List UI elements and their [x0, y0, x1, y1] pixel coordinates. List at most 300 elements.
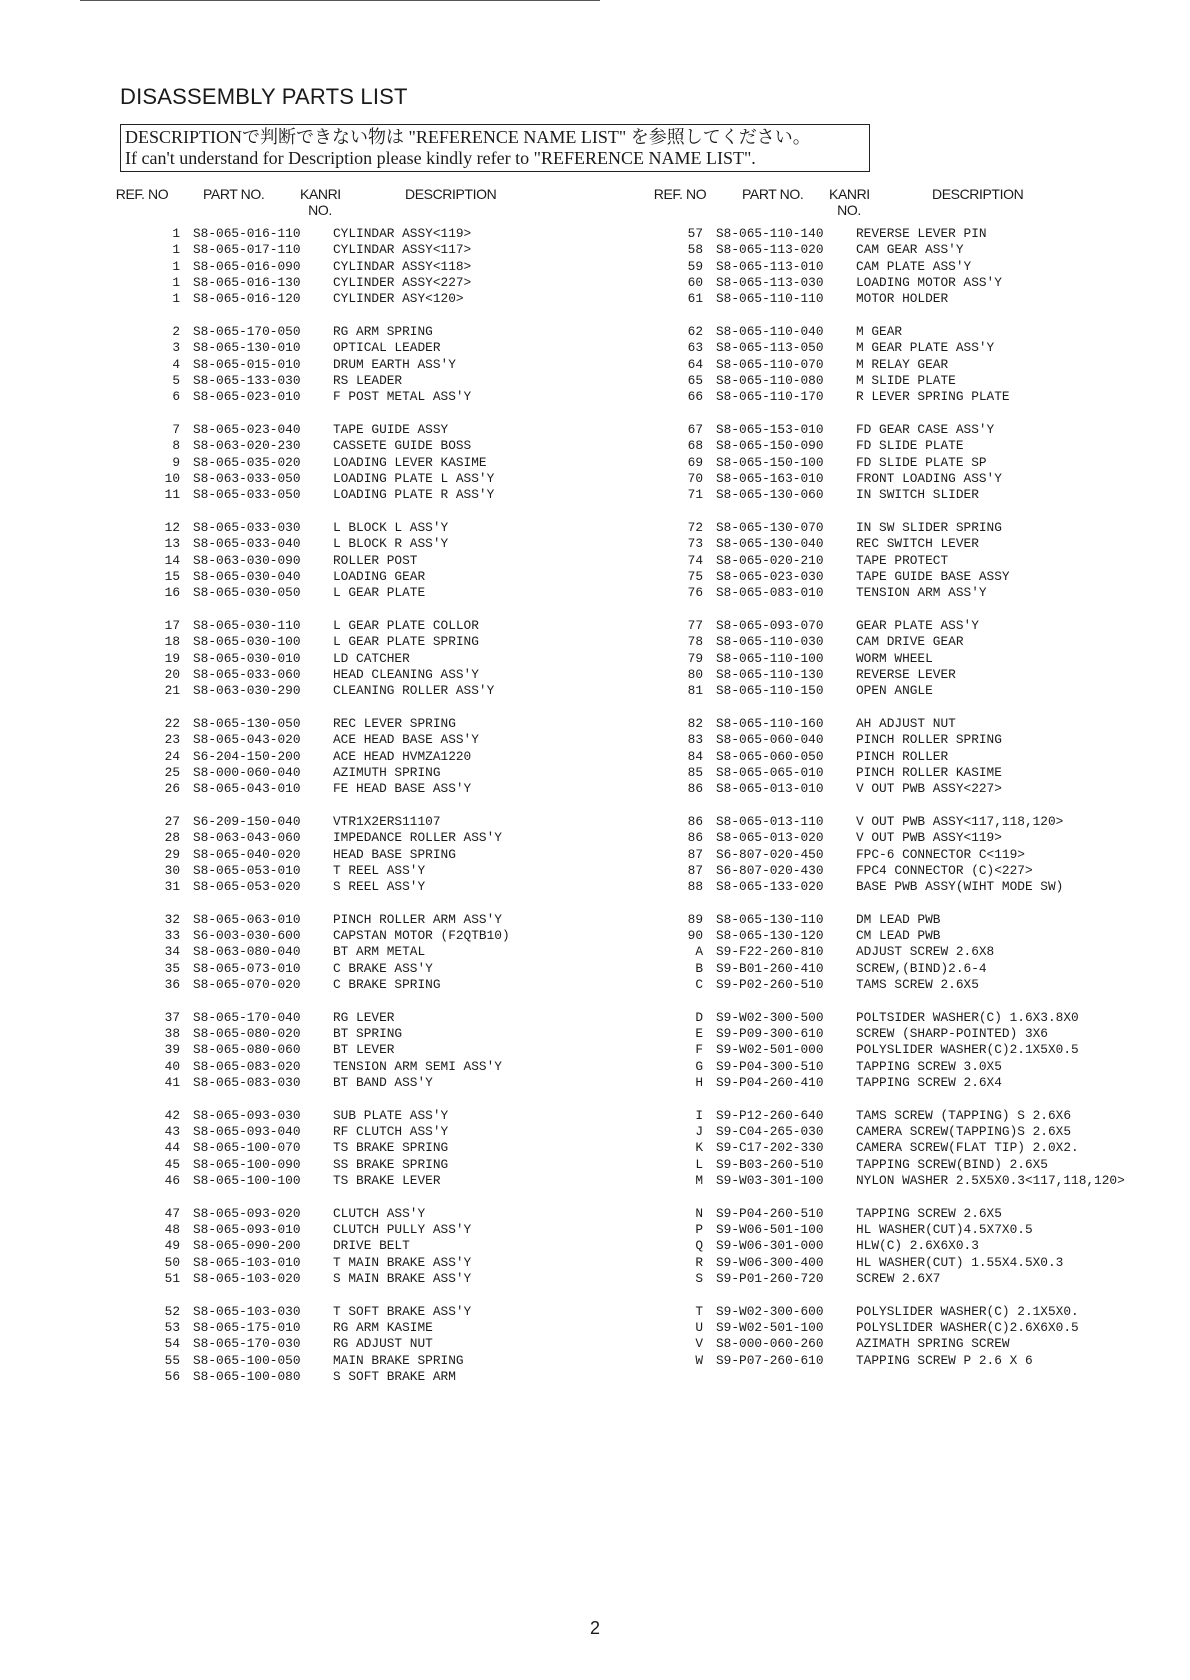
description: T SOFT BRAKE ASS'Y [333, 1303, 472, 1319]
description: M GEAR [856, 323, 903, 339]
description: IN SWITCH SLIDER [856, 487, 979, 503]
description: R LEVER SPRING PLATE [856, 389, 1010, 405]
description: TENSION ARM ASS'Y [856, 585, 987, 601]
ref-no: 9 [172, 454, 180, 470]
parts-row [641, 961, 1161, 977]
parts-row [641, 716, 1161, 732]
ref-no: K [695, 1140, 703, 1156]
parts-row [641, 1157, 1161, 1173]
parts-group [116, 1304, 556, 1385]
part-no: S8-065-113-010 [716, 258, 824, 274]
parts-row [116, 1059, 556, 1075]
ref-no: 2 [172, 323, 180, 339]
ref-no: 23 [164, 732, 180, 748]
parts-row [116, 455, 556, 471]
parts-group [116, 1010, 556, 1091]
ref-no: 6 [172, 389, 180, 405]
header-ref-no-left: REF. NO [115, 186, 169, 202]
part-no: S8-065-013-010 [716, 781, 824, 797]
parts-row [641, 1010, 1161, 1026]
top-rule [80, 0, 600, 1]
description: TAMS SCREW (TAPPING) S 2.6X6 [856, 1107, 1072, 1123]
parts-row [641, 634, 1161, 650]
part-no: S8-065-030-110 [193, 617, 301, 633]
parts-group [641, 520, 1161, 601]
ref-no: 40 [164, 1058, 180, 1074]
description: POLYSLIDER WASHER(C)2.1X5X0.5 [856, 1042, 1079, 1058]
parts-row [116, 324, 556, 340]
ref-no: 4 [172, 356, 180, 372]
description: MAIN BRAKE SPRING [333, 1352, 464, 1368]
parts-group [116, 422, 556, 503]
parts-row [641, 651, 1161, 667]
parts-group [116, 814, 556, 895]
parts-row [641, 618, 1161, 634]
parts-row [641, 569, 1161, 585]
description: ACE HEAD HVMZA1220 [333, 748, 472, 764]
parts-row [116, 422, 556, 438]
parts-group [116, 226, 556, 307]
description: LOADING PLATE R ASS'Y [333, 487, 495, 503]
ref-no: 60 [687, 274, 703, 290]
parts-group [116, 1108, 556, 1189]
description: V OUT PWB ASSY<119> [856, 830, 1002, 846]
header-description-left: DESCRIPTION [405, 186, 497, 202]
part-no: S8-065-133-030 [193, 372, 301, 388]
ref-no: 10 [164, 470, 180, 486]
part-no: S8-065-110-070 [716, 356, 824, 372]
part-no: S6-807-020-430 [716, 862, 824, 878]
ref-no: V [695, 1336, 703, 1352]
parts-row [116, 977, 556, 993]
part-no: S8-065-043-010 [193, 781, 301, 797]
description: TENSION ARM SEMI ASS'Y [333, 1058, 502, 1074]
ref-no: 69 [687, 454, 703, 470]
part-no: S8-065-113-030 [716, 274, 824, 290]
part-no: S8-000-060-260 [716, 1336, 824, 1352]
ref-no: 53 [164, 1320, 180, 1336]
parts-group [641, 814, 1161, 895]
parts-row [116, 1075, 556, 1091]
description: TAPE GUIDE ASSY [333, 421, 449, 437]
part-no: S8-065-033-060 [193, 666, 301, 682]
description: TAPE GUIDE BASE ASSY [856, 568, 1010, 584]
description: RS LEADER [333, 372, 403, 388]
part-no: S6-807-020-450 [716, 846, 824, 862]
part-no: S9-P02-260-510 [716, 977, 824, 993]
part-no: S9-W06-501-100 [716, 1222, 824, 1238]
ref-no: 56 [164, 1369, 180, 1385]
parts-row [641, 683, 1161, 699]
parts-row [641, 1075, 1161, 1091]
part-no: S8-065-017-110 [193, 242, 301, 258]
part-no: S9-W02-300-500 [716, 1009, 824, 1025]
description: HEAD BASE SPRING [333, 846, 456, 862]
description: CLEANING ROLLER ASS'Y [333, 683, 495, 699]
part-no: S9-P09-300-610 [716, 1026, 824, 1042]
description: FD SLIDE PLATE SP [856, 454, 987, 470]
parts-row [116, 259, 556, 275]
description: POLTSIDER WASHER(C) 1.6X3.8X0 [856, 1009, 1079, 1025]
part-no: S8-065-080-060 [193, 1042, 301, 1058]
part-no: S9-P01-260-720 [716, 1271, 824, 1287]
description: FE HEAD BASE ASS'Y [333, 781, 472, 797]
part-no: S8-065-163-010 [716, 470, 824, 486]
description: VTR1X2ERS11107 [333, 813, 441, 829]
part-no: S8-065-023-040 [193, 421, 301, 437]
ref-no: J [695, 1124, 703, 1140]
parts-group [641, 1206, 1161, 1287]
part-no: S8-065-065-010 [716, 764, 824, 780]
ref-no: S [695, 1271, 703, 1287]
parts-row [641, 259, 1161, 275]
description: AZIMATH SPRING SCREW [856, 1336, 1010, 1352]
ref-no: 61 [687, 291, 703, 307]
parts-row [116, 879, 556, 895]
ref-no: 75 [687, 568, 703, 584]
parts-row [116, 1140, 556, 1156]
reference-note-box [120, 124, 870, 172]
ref-no: 8 [172, 438, 180, 454]
ref-no: R [695, 1254, 703, 1270]
part-no: S8-065-093-070 [716, 617, 824, 633]
description: ROLLER POST [333, 552, 418, 568]
description: L BLOCK L ASS'Y [333, 519, 449, 535]
parts-row [116, 1369, 556, 1385]
parts-row [116, 536, 556, 552]
part-no: S8-065-043-020 [193, 732, 301, 748]
ref-no: 41 [164, 1075, 180, 1091]
description: HEAD CLEANING ASS'Y [333, 666, 479, 682]
ref-no: 83 [687, 732, 703, 748]
note-line-english: If can't understand for Description please kindly refer to "REFERENCE NAME LIST". [125, 148, 756, 168]
ref-no: 25 [164, 764, 180, 780]
ref-no: 74 [687, 552, 703, 568]
part-no: S8-065-080-020 [193, 1026, 301, 1042]
part-no: S8-065-110-160 [716, 715, 824, 731]
parts-group [641, 716, 1161, 797]
header-kanri-no-left: KANRI NO. [300, 186, 341, 218]
description: ACE HEAD BASE ASS'Y [333, 732, 479, 748]
parts-row [116, 242, 556, 258]
ref-no: 87 [687, 862, 703, 878]
ref-no: 22 [164, 715, 180, 731]
part-no: S8-065-035-020 [193, 454, 301, 470]
ref-no: 27 [164, 813, 180, 829]
part-no: S8-065-100-080 [193, 1369, 301, 1385]
description: T REEL ASS'Y [333, 862, 426, 878]
part-no: S8-000-060-040 [193, 764, 301, 780]
ref-no: T [695, 1303, 703, 1319]
description: M SLIDE PLATE [856, 372, 956, 388]
ref-no: I [695, 1107, 703, 1123]
part-no: S6-209-150-040 [193, 813, 301, 829]
part-no: S8-065-110-100 [716, 650, 824, 666]
parts-row [641, 749, 1161, 765]
description: TAPPING SCREW(BIND) 2.6X5 [856, 1156, 1048, 1172]
ref-no: 19 [164, 650, 180, 666]
parts-row [116, 912, 556, 928]
parts-group [641, 1010, 1161, 1091]
ref-no: 87 [687, 846, 703, 862]
parts-row [116, 847, 556, 863]
part-no: S8-065-016-110 [193, 226, 301, 241]
description: C BRAKE SPRING [333, 977, 441, 993]
description: PINCH ROLLER ARM ASS'Y [333, 911, 502, 927]
ref-no: 37 [164, 1009, 180, 1025]
ref-no: 12 [164, 519, 180, 535]
description: CYLINDAR ASSY<117> [333, 242, 472, 258]
ref-no: 1 [172, 258, 180, 274]
ref-no: 80 [687, 666, 703, 682]
parts-row [641, 324, 1161, 340]
ref-no: 55 [164, 1352, 180, 1368]
description: SS BRAKE SPRING [333, 1156, 449, 1172]
ref-no: 77 [687, 617, 703, 633]
description: WORM WHEEL [856, 650, 933, 666]
ref-no: 43 [164, 1124, 180, 1140]
ref-no: 35 [164, 960, 180, 976]
description: S REEL ASS'Y [333, 879, 426, 895]
parts-row [641, 585, 1161, 601]
description: CLUTCH ASS'Y [333, 1205, 426, 1221]
ref-no: 86 [687, 813, 703, 829]
parts-row [641, 912, 1161, 928]
header-ref-no-right: REF. NO [653, 186, 707, 202]
description: LOADING LEVER KASIME [333, 454, 487, 470]
ref-no: 76 [687, 585, 703, 601]
description: CYLINDER ASY<120> [333, 291, 464, 307]
parts-row [116, 1222, 556, 1238]
ref-no: 90 [687, 928, 703, 944]
ref-no: 45 [164, 1156, 180, 1172]
ref-no: 32 [164, 911, 180, 927]
parts-row [641, 536, 1161, 552]
parts-group [641, 618, 1161, 699]
part-no: S8-065-016-090 [193, 258, 301, 274]
part-no: S8-065-150-100 [716, 454, 824, 470]
part-no: S8-065-023-010 [193, 389, 301, 405]
part-no: S8-065-040-020 [193, 846, 301, 862]
part-no: S8-065-170-050 [193, 323, 301, 339]
parts-row [641, 1336, 1161, 1352]
ref-no: 18 [164, 634, 180, 650]
description: GEAR PLATE ASS'Y [856, 617, 979, 633]
parts-column-left [116, 226, 556, 1402]
parts-row [641, 1042, 1161, 1058]
description: TAPPING SCREW P 2.6 X 6 [856, 1352, 1033, 1368]
ref-no: F [695, 1042, 703, 1058]
parts-row [116, 471, 556, 487]
parts-row [116, 1255, 556, 1271]
description: FD SLIDE PLATE [856, 438, 964, 454]
description: TS BRAKE SPRING [333, 1140, 449, 1156]
part-no: S8-063-020-230 [193, 438, 301, 454]
description: TAPPING SCREW 2.6X5 [856, 1205, 1002, 1221]
part-no: S8-065-030-040 [193, 568, 301, 584]
parts-group [641, 324, 1161, 405]
part-no: S8-063-030-290 [193, 683, 301, 699]
description: SUB PLATE ASS'Y [333, 1107, 449, 1123]
parts-row [116, 1320, 556, 1336]
ref-no: 47 [164, 1205, 180, 1221]
ref-no: 20 [164, 666, 180, 682]
description: REVERSE LEVER PIN [856, 226, 987, 241]
parts-row [641, 487, 1161, 503]
parts-row [116, 291, 556, 307]
ref-no: A [695, 944, 703, 960]
ref-no: 59 [687, 258, 703, 274]
part-no: S8-065-100-090 [193, 1156, 301, 1172]
part-no: S8-065-030-050 [193, 585, 301, 601]
parts-row [641, 275, 1161, 291]
parts-row [641, 879, 1161, 895]
parts-row [116, 1042, 556, 1058]
part-no: S8-065-130-120 [716, 928, 824, 944]
parts-row [116, 275, 556, 291]
ref-no: 67 [687, 421, 703, 437]
parts-row [116, 1026, 556, 1042]
description: HL WASHER(CUT) 1.55X4.5X0.3 [856, 1254, 1064, 1270]
ref-no: 28 [164, 830, 180, 846]
ref-no: 66 [687, 389, 703, 405]
ref-no: 14 [164, 552, 180, 568]
parts-row [641, 765, 1161, 781]
parts-row [641, 1026, 1161, 1042]
parts-group [116, 324, 556, 405]
header-part-no-left: PART NO. [203, 186, 265, 202]
ref-no: 62 [687, 323, 703, 339]
description: V OUT PWB ASSY<117,118,120> [856, 813, 1064, 829]
ref-no: 89 [687, 911, 703, 927]
parts-row [116, 1108, 556, 1124]
description: AZIMUTH SPRING [333, 764, 441, 780]
description: BT LEVER [333, 1042, 395, 1058]
parts-row [116, 618, 556, 634]
description: ADJUST SCREW 2.6X8 [856, 944, 995, 960]
parts-row [116, 651, 556, 667]
ref-no: 50 [164, 1254, 180, 1270]
description: CAM DRIVE GEAR [856, 634, 964, 650]
ref-no: 39 [164, 1042, 180, 1058]
part-no: S9-P12-260-640 [716, 1107, 824, 1123]
ref-no: 63 [687, 340, 703, 356]
description: S SOFT BRAKE ARM [333, 1369, 456, 1385]
ref-no: 48 [164, 1222, 180, 1238]
description: HL WASHER(CUT)4.5X7X0.5 [856, 1222, 1033, 1238]
part-no: S9-B03-260-510 [716, 1156, 824, 1172]
parts-row [116, 961, 556, 977]
parts-row [116, 732, 556, 748]
ref-no: 46 [164, 1173, 180, 1189]
part-no: S8-065-020-210 [716, 552, 824, 568]
parts-row [116, 585, 556, 601]
parts-row [116, 389, 556, 405]
parts-group [116, 716, 556, 797]
parts-row [116, 716, 556, 732]
ref-no: 51 [164, 1271, 180, 1287]
description: REC LEVER SPRING [333, 715, 456, 731]
part-no: S8-065-130-010 [193, 340, 301, 356]
description: DRIVE BELT [333, 1238, 410, 1254]
part-no: S8-065-150-090 [716, 438, 824, 454]
parts-row [116, 1206, 556, 1222]
parts-row [116, 1304, 556, 1320]
ref-no: H [695, 1075, 703, 1091]
parts-row [116, 1124, 556, 1140]
description: DM LEAD PWB [856, 911, 941, 927]
ref-no: 85 [687, 764, 703, 780]
parts-group [641, 1304, 1161, 1369]
part-no: S6-003-030-600 [193, 928, 301, 944]
parts-row [641, 438, 1161, 454]
description: V OUT PWB ASSY<227> [856, 781, 1002, 797]
parts-row [641, 928, 1161, 944]
parts-row [641, 1320, 1161, 1336]
ref-no: P [695, 1222, 703, 1238]
ref-no: 15 [164, 568, 180, 584]
ref-no: 1 [172, 291, 180, 307]
part-no: S8-065-110-110 [716, 291, 824, 307]
parts-row [116, 357, 556, 373]
parts-row [641, 1255, 1161, 1271]
parts-row [641, 422, 1161, 438]
part-no: S8-065-133-020 [716, 879, 824, 895]
part-no: S9-P04-260-510 [716, 1205, 824, 1221]
parts-row [116, 830, 556, 846]
ref-no: 30 [164, 862, 180, 878]
parts-row [116, 1157, 556, 1173]
part-no: S8-065-060-050 [716, 748, 824, 764]
part-no: S8-065-090-200 [193, 1238, 301, 1254]
parts-group [116, 912, 556, 993]
parts-row [641, 357, 1161, 373]
description: CLUTCH PULLY ASS'Y [333, 1222, 472, 1238]
parts-row [641, 863, 1161, 879]
parts-row [116, 553, 556, 569]
part-no: S8-065-033-040 [193, 536, 301, 552]
parts-row [116, 1353, 556, 1369]
description: LD CATCHER [333, 650, 410, 666]
part-no: S8-065-060-040 [716, 732, 824, 748]
ref-no: 64 [687, 356, 703, 372]
description: PINCH ROLLER KASIME [856, 764, 1002, 780]
part-no: S6-204-150-200 [193, 748, 301, 764]
parts-row [641, 732, 1161, 748]
ref-no: 88 [687, 879, 703, 895]
parts-row [641, 1353, 1161, 1369]
parts-row [641, 242, 1161, 258]
parts-row [641, 1140, 1161, 1156]
part-no: S8-065-093-020 [193, 1205, 301, 1221]
part-no: S8-065-053-010 [193, 862, 301, 878]
ref-no: E [695, 1026, 703, 1042]
description: L GEAR PLATE [333, 585, 426, 601]
description: CYLINDAR ASSY<118> [333, 258, 472, 274]
parts-row [641, 373, 1161, 389]
description: RG ADJUST NUT [333, 1336, 433, 1352]
description: TAPPING SCREW 2.6X4 [856, 1075, 1002, 1091]
parts-row [116, 667, 556, 683]
description: REC SWITCH LEVER [856, 536, 979, 552]
parts-row [116, 781, 556, 797]
part-no: S8-065-110-170 [716, 389, 824, 405]
description: FPC-6 CONNECTOR C<119> [856, 846, 1025, 862]
ref-no: 3 [172, 340, 180, 356]
parts-row [116, 1010, 556, 1026]
part-no: S8-065-130-040 [716, 536, 824, 552]
part-no: S9-W03-301-100 [716, 1173, 824, 1189]
